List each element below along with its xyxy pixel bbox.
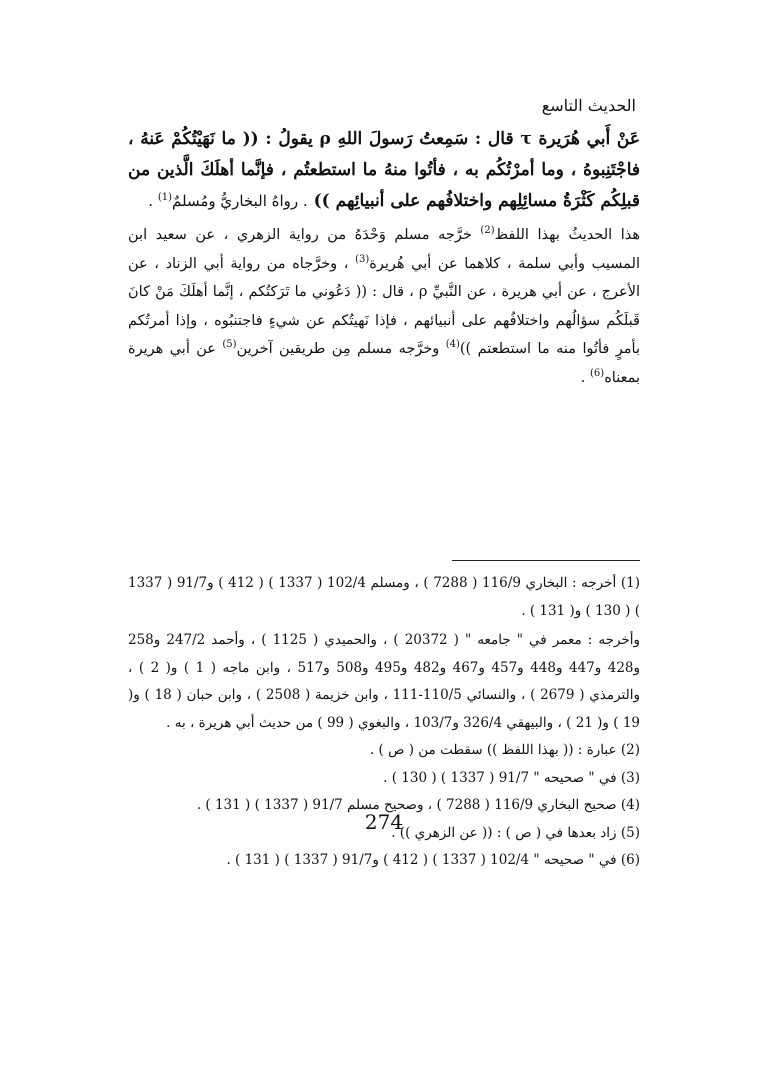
hadith-main: عَنْ أَبي هُرَيرة τ قال : سَمِعتُ رَسولَ اللهِ ρ يقولُ : (( ما نَهَيْتُكُمْ عَنهُ ، فاجْتَنِبوهُ ، وما أمرْتُكُم به ، فأتُوا منهُ ما استطعتُم ، فإنَّما أهلَكَ الَّذين من قبلِكُم كَثْرَةُ مسائِلِهم واختلافُهم على أنبيائِهم )): [128, 129, 640, 211]
footnote-number: (1): [620, 575, 640, 591]
commentary-part-5: عن أبي هريرة بمعناه: [128, 341, 640, 386]
hadith-text: [128, 124, 640, 217]
footnote-number: (3): [620, 769, 640, 786]
footnote-text: في " صحيحه " 102/4 ( 1337 ) ( 412 ) و91/7 ( 1337 ) ( 131 ) .: [226, 852, 617, 868]
footnote-ref-6[interactable]: (6): [590, 367, 605, 379]
hadith-attribution-end: .: [148, 192, 158, 210]
footnote-text: في " صحيحه " 91/7 ( 1337 ) ( 130 ) .: [383, 769, 617, 786]
footnote-ref-3[interactable]: (3): [355, 253, 370, 265]
footnote-text: زاد بعدها في ( ص ) : (( عن الزهري )) .: [391, 824, 617, 841]
hadith-attribution: [148, 192, 307, 210]
footnote-number: (6): [620, 852, 640, 868]
commentary-part-2: خرَّجه مسلم وَحْدَهُ من رواية الزهري ، عن سعيد ابن المسيب وأبي سلمة ، كلاهما عن أبي هُريرة: [128, 227, 641, 272]
section-heading: الحديث التاسع: [541, 96, 636, 115]
page-number: 274: [364, 810, 404, 834]
footnote-text: عبارة : (( بهذا اللفظ )) سقطت من ( ص ) .: [369, 742, 617, 758]
footnote-text: أخرجه : البخاري 116/9 ( 7288 ) ، ومسلم 102/4 ( 1337 ) ( 412 ) و91/7 ( 1337 ) ( 130 ) و( 131 ) .: [128, 575, 640, 619]
commentary-paragraph: [128, 221, 640, 392]
commentary-part-6: .: [580, 369, 590, 386]
footnote-3: [128, 765, 640, 793]
page-body: [128, 92, 641, 868]
commentary-part-3: ، وخرَّجاه من رواية أبي الزناد ، عن الأعرج ، عن أبي هريرة ، عن النَّبيِّ ρ ، قال : (( دَعُوني ما تَرَكتُكم ، إنَّما أهلَكَ مَنْ كانَ قَبلَكُم سؤالُهم واختلافُهم على أنبيائهم ، فإذا نَهيتُكم عن شيءٍ فاجتنبُوه ، وإذا أمرتُكم بأمرٍ فأتُوا منه ما استطعتم )): [128, 255, 641, 357]
footnote-number: (4): [620, 797, 640, 813]
footnote-6: [128, 847, 640, 875]
footnote-divider: [452, 560, 640, 561]
footnote-ref-5[interactable]: (5): [222, 339, 237, 351]
commentary-part-4: وخرَّجه مسلم مِن طريقين آخرين: [236, 341, 446, 357]
hadith-attribution-text: . رواهُ البخاريُّ ومُسلمٌ: [172, 192, 308, 210]
footnote-text: صحيح البخاري 116/9 ( 7288 ) ، وصحيح مسلم 91/7 ( 1337 ) ( 131 ) .: [196, 797, 617, 813]
footnote-ref-4[interactable]: (4): [445, 339, 460, 351]
footnote-1: [128, 570, 640, 625]
footnote-1-continued: وأخرجه : معمر في " جامعه " ( 20372 ) ، والحميدي ( 1125 ) ، وأحمد 247/2 و258 و428 و447 و448 و457 و467 و482 و495 و508 و517 ، وابن ماجه ( 1 ) و( 2 ) ، والترمذي ( 2679 ) ، والنسائي 110/5-111 ، وابن خزيمة ( 2508 ) ، وابن حبان ( 18 ) و( 19 ) و( 21 ) ، والبيهقي 326/4 و103/7 ، والبغوي ( 99 ) من حديث أبي هريرة ، به .: [128, 632, 641, 731]
footnote-number: (5): [620, 824, 640, 841]
commentary-part-1: هذا الحديثُ بهذا اللفظ: [494, 227, 640, 243]
footnote-2: [128, 737, 640, 765]
footnote-number: (2): [620, 742, 640, 758]
footnote-ref-1[interactable]: (1): [157, 192, 172, 203]
footnote-ref-2[interactable]: (2): [480, 225, 495, 237]
